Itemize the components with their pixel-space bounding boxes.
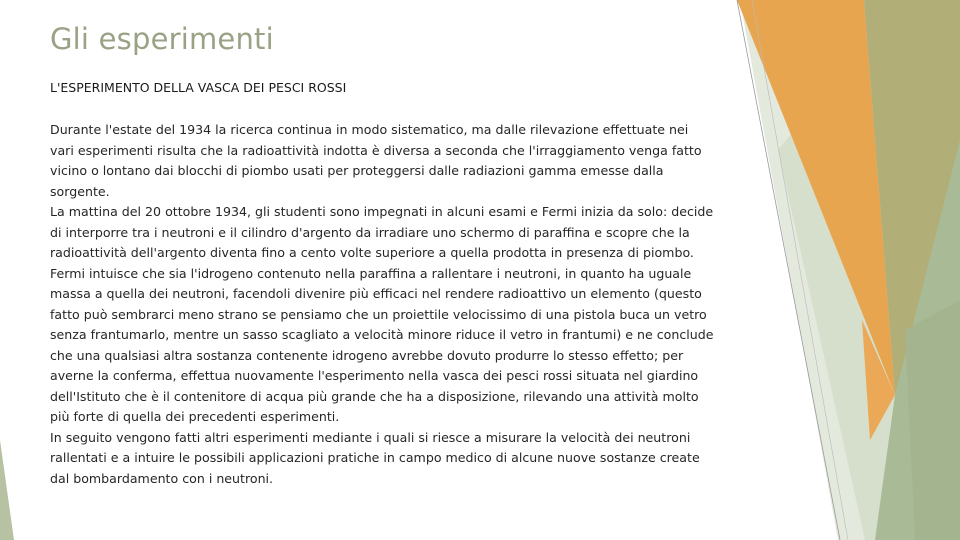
slide-subtitle: L'ESPERIMENTO DELLA VASCA DEI PESCI ROSSI (50, 80, 347, 95)
slide-title: Gli esperimenti (50, 22, 274, 56)
slide-body (50, 120, 714, 489)
body-paragraph-1: Durante l'estate del 1934 la ricerca continua in modo sistematico, ma dalle rilevazione effettuate nei vari esperimenti risulta che la radioattività indotta è diversa a seconda che l'irraggiamento venga fatto vicino o lontano dai blocchi di piombo usati per proteggersi dalle radiazioni gamma emesse dalla sorgente. (50, 122, 702, 199)
left-facet (0, 440, 14, 540)
body-paragraph-3: In seguito vengono fatti altri esperimenti mediante i quali si riesce a misurare la velocità dei neutroni rallentati e a intuire le possibili applicazioni pratiche in campo medico di alcune nuove sostanze create dal bombardamento con i neutroni. (50, 429, 700, 486)
body-paragraph-2: La mattina del 20 ottobre 1934, gli studenti sono impegnati in alcuni esami e Fermi inizia da solo: decide di interporre tra i neutroni e il cilindro d'argento da irradiare uno schermo di paraffina e scopre che la radioattività dell'argento diventa fino a cento volte superiore a quella prodotta in presenza di piombo. Fermi intuisce che sia l'idrogeno contenuto nella paraffina a rallentare i neutroni, in quanto ha uguale massa a quella dei neutroni, facendoli divenire più efficaci nel rendere radioattivo un elemento (questo fatto può sembrarci meno strano se pensiamo che un proiettile velocissimo di una pistola buca un vetro senza frantumarlo, mentre un sasso scagliato a velocità minore riduce il vetro in frantumi) e ne conclude che una qualsiasi altra sostanza contenente idrogeno avrebbe dovuto produrre lo stesso effetto; per averne la conferma, effettua nuovamente l'esperimento nella vasca dei pesci rossi situata nel giardino dell'Istituto che è il contenitore di acqua più grande che ha a disposizione, rilevando una attività molto più forte di quella dei precedenti esperimenti. (50, 204, 714, 424)
